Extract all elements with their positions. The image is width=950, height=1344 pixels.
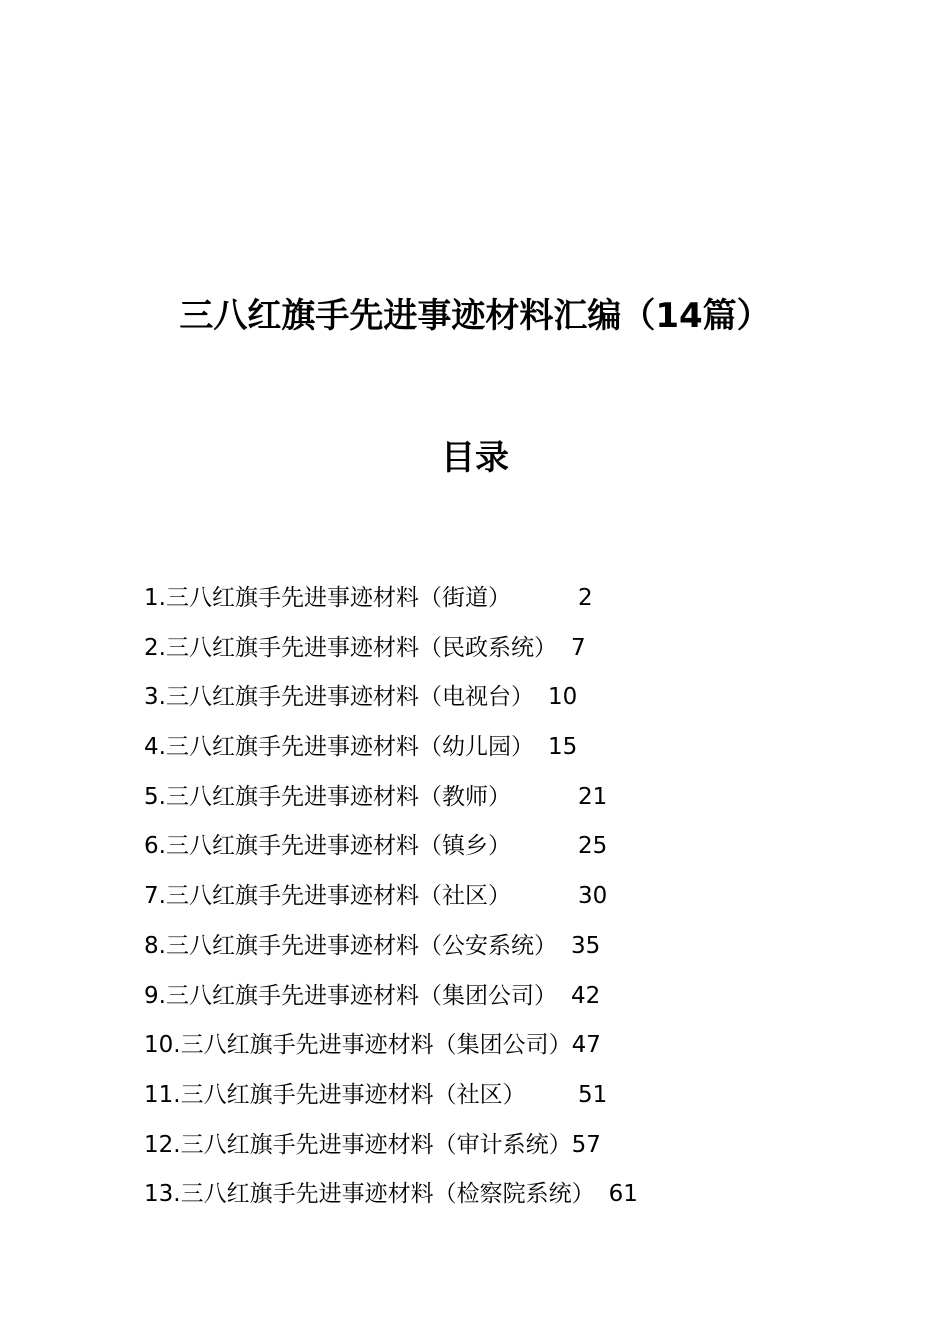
toc-entry-page: 21 (578, 783, 608, 810)
toc-entry-label: 13.三八红旗手先进事迹材料（检察院系统） (144, 1181, 595, 1208)
toc-entry-label: 1.三八红旗手先进事迹材料（街道） (144, 585, 511, 611)
toc-entry-5[interactable] (144, 777, 844, 827)
toc-entry-page: 25 (578, 833, 608, 860)
toc-entry-4[interactable] (144, 727, 844, 777)
toc-entry-10[interactable] (144, 1025, 844, 1075)
toc-entry-12[interactable] (144, 1125, 844, 1175)
document-title: 三八红旗手先进事迹材料汇编（14篇） (179, 296, 771, 336)
toc-entry-page: 30 (578, 883, 608, 910)
toc-entry-page: 2 (578, 585, 593, 611)
toc-entry-label: 7.三八红旗手先进事迹材料（社区） (144, 883, 511, 910)
toc-entry-2[interactable] (144, 628, 844, 678)
toc-entry-label: 5.三八红旗手先进事迹材料（教师） (144, 783, 511, 810)
toc-entry-7[interactable] (144, 876, 844, 926)
toc-entry-label: 11.三八红旗手先进事迹材料（社区） (144, 1081, 526, 1108)
toc-entry-page: 42 (570, 982, 601, 1009)
toc-entry-page: 51 (578, 1081, 608, 1108)
toc-entry-1[interactable] (144, 578, 844, 628)
toc-entry-page: 35 (570, 932, 601, 959)
toc-entry-label: 6.三八红旗手先进事迹材料（镇乡） (144, 833, 511, 860)
toc-entry-label: 3.三八红旗手先进事迹材料（电视台） (144, 684, 534, 711)
toc-entry-label: 8.三八红旗手先进事迹材料（公安系统） (144, 932, 557, 959)
toc-entry-label: 2.三八红旗手先进事迹材料（民政系统） (144, 634, 557, 661)
toc-entry-page: 7 (570, 634, 586, 661)
toc-entry-9[interactable] (144, 976, 844, 1026)
toc-entry-page: 47 (571, 1032, 601, 1059)
toc-entry-3[interactable] (144, 677, 844, 727)
toc-entry-label: 12.三八红旗手先进事迹材料（审计系统） (144, 1131, 572, 1158)
toc-entry-page: 10 (547, 684, 578, 711)
toc-entry-label: 9.三八红旗手先进事迹材料（集团公司） (144, 982, 557, 1009)
toc-entry-8[interactable] (144, 926, 844, 976)
toc-entry-11[interactable] (144, 1075, 844, 1125)
toc-entry-13[interactable] (144, 1174, 844, 1224)
toc-entry-page: 61 (608, 1181, 638, 1208)
toc-entry-label: 4.三八红旗手先进事迹材料（幼儿园） (144, 734, 534, 761)
table-of-contents (144, 578, 844, 1224)
toc-heading: 目录 (441, 438, 509, 478)
toc-entry-page: 57 (571, 1131, 601, 1158)
toc-entry-page: 15 (547, 734, 578, 761)
toc-entry-6[interactable] (144, 826, 844, 876)
toc-entry-label: 10.三八红旗手先进事迹材料（集团公司） (144, 1032, 572, 1059)
